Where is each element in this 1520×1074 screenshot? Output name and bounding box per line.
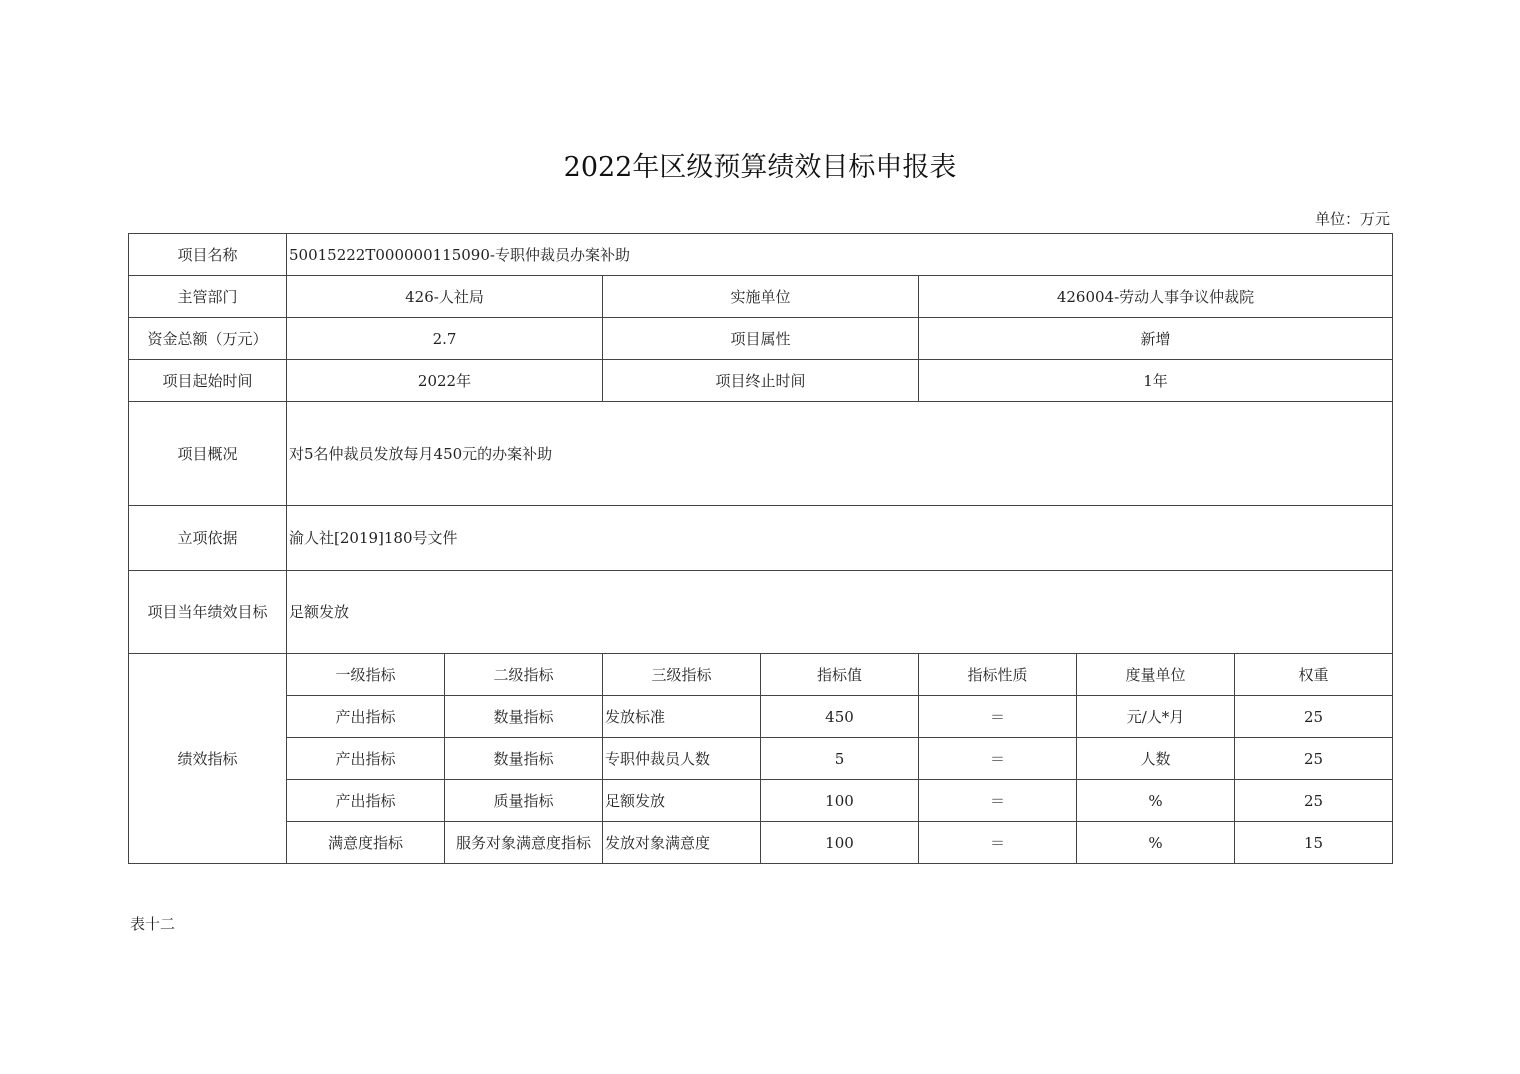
weight-cell: 15 bbox=[1235, 822, 1393, 864]
impl-label: 实施单位 bbox=[603, 276, 919, 318]
weight-cell: 25 bbox=[1235, 738, 1393, 780]
goal-label: 项目当年绩效目标 bbox=[129, 571, 287, 654]
start-value: 2022年 bbox=[287, 360, 603, 402]
nature-cell: ＝ bbox=[919, 780, 1077, 822]
basis-label: 立项依据 bbox=[129, 506, 287, 571]
weight-cell: 25 bbox=[1235, 780, 1393, 822]
table-number-label: 表十二 bbox=[130, 915, 176, 933]
unit-cell: 人数 bbox=[1077, 738, 1235, 780]
level3-cell: 专职仲裁员人数 bbox=[603, 738, 761, 780]
level2-cell: 数量指标 bbox=[445, 696, 603, 738]
header-level1: 一级指标 bbox=[287, 654, 445, 696]
level2-cell: 服务对象满意度指标 bbox=[445, 822, 603, 864]
header-value: 指标值 bbox=[761, 654, 919, 696]
page-title: 2022年区级预算绩效目标申报表 bbox=[563, 152, 957, 183]
value-cell: 450 bbox=[761, 696, 919, 738]
fund-value: 2.7 bbox=[287, 318, 603, 360]
basis-value: 渝人社[2019]180号文件 bbox=[287, 506, 1393, 571]
value-cell: 100 bbox=[761, 822, 919, 864]
nature-cell: ＝ bbox=[919, 822, 1077, 864]
nature-cell: ＝ bbox=[919, 738, 1077, 780]
indicator-header-row bbox=[129, 654, 1393, 696]
impl-value: 426004-劳动人事争议仲裁院 bbox=[919, 276, 1393, 318]
performance-target-table bbox=[128, 233, 1393, 864]
unit-cell: % bbox=[1077, 822, 1235, 864]
level2-cell: 数量指标 bbox=[445, 738, 603, 780]
unit-cell: % bbox=[1077, 780, 1235, 822]
unit-label: 单位：万元 bbox=[1314, 210, 1390, 228]
weight-cell: 25 bbox=[1235, 696, 1393, 738]
level1-cell: 产出指标 bbox=[287, 780, 445, 822]
dept-label: 主管部门 bbox=[129, 276, 287, 318]
level3-cell: 发放标准 bbox=[603, 696, 761, 738]
header-weight: 权重 bbox=[1235, 654, 1393, 696]
dept-value: 426-人社局 bbox=[287, 276, 603, 318]
fund-label: 资金总额（万元） bbox=[129, 318, 287, 360]
header-level2: 二级指标 bbox=[445, 654, 603, 696]
start-label: 项目起始时间 bbox=[129, 360, 287, 402]
row-fund bbox=[129, 318, 1393, 360]
row-time bbox=[129, 360, 1393, 402]
overview-label: 项目概况 bbox=[129, 402, 287, 506]
table-row bbox=[129, 696, 1393, 738]
level1-cell: 产出指标 bbox=[287, 738, 445, 780]
end-value: 1年 bbox=[919, 360, 1393, 402]
goal-value: 足额发放 bbox=[287, 571, 1393, 654]
indicator-section-label: 绩效指标 bbox=[129, 654, 287, 864]
level1-cell: 产出指标 bbox=[287, 696, 445, 738]
table-row bbox=[129, 780, 1393, 822]
row-department bbox=[129, 276, 1393, 318]
project-name-value: 50015222T000000115090-专职仲裁员办案补助 bbox=[287, 234, 1393, 276]
attr-value: 新增 bbox=[919, 318, 1393, 360]
table-row bbox=[129, 738, 1393, 780]
level3-cell: 足额发放 bbox=[603, 780, 761, 822]
table-row bbox=[129, 822, 1393, 864]
header-level3: 三级指标 bbox=[603, 654, 761, 696]
row-basis bbox=[129, 506, 1393, 571]
value-cell: 100 bbox=[761, 780, 919, 822]
row-project-name bbox=[129, 234, 1393, 276]
end-label: 项目终止时间 bbox=[603, 360, 919, 402]
value-cell: 5 bbox=[761, 738, 919, 780]
project-name-label: 项目名称 bbox=[129, 234, 287, 276]
attr-label: 项目属性 bbox=[603, 318, 919, 360]
overview-value: 对5名仲裁员发放每月450元的办案补助 bbox=[287, 402, 1393, 506]
level1-cell: 满意度指标 bbox=[287, 822, 445, 864]
header-unit: 度量单位 bbox=[1077, 654, 1235, 696]
nature-cell: ＝ bbox=[919, 696, 1077, 738]
header-nature: 指标性质 bbox=[919, 654, 1077, 696]
level2-cell: 质量指标 bbox=[445, 780, 603, 822]
row-overview bbox=[129, 402, 1393, 506]
unit-cell: 元/人*月 bbox=[1077, 696, 1235, 738]
row-goal bbox=[129, 571, 1393, 654]
level3-cell: 发放对象满意度 bbox=[603, 822, 761, 864]
